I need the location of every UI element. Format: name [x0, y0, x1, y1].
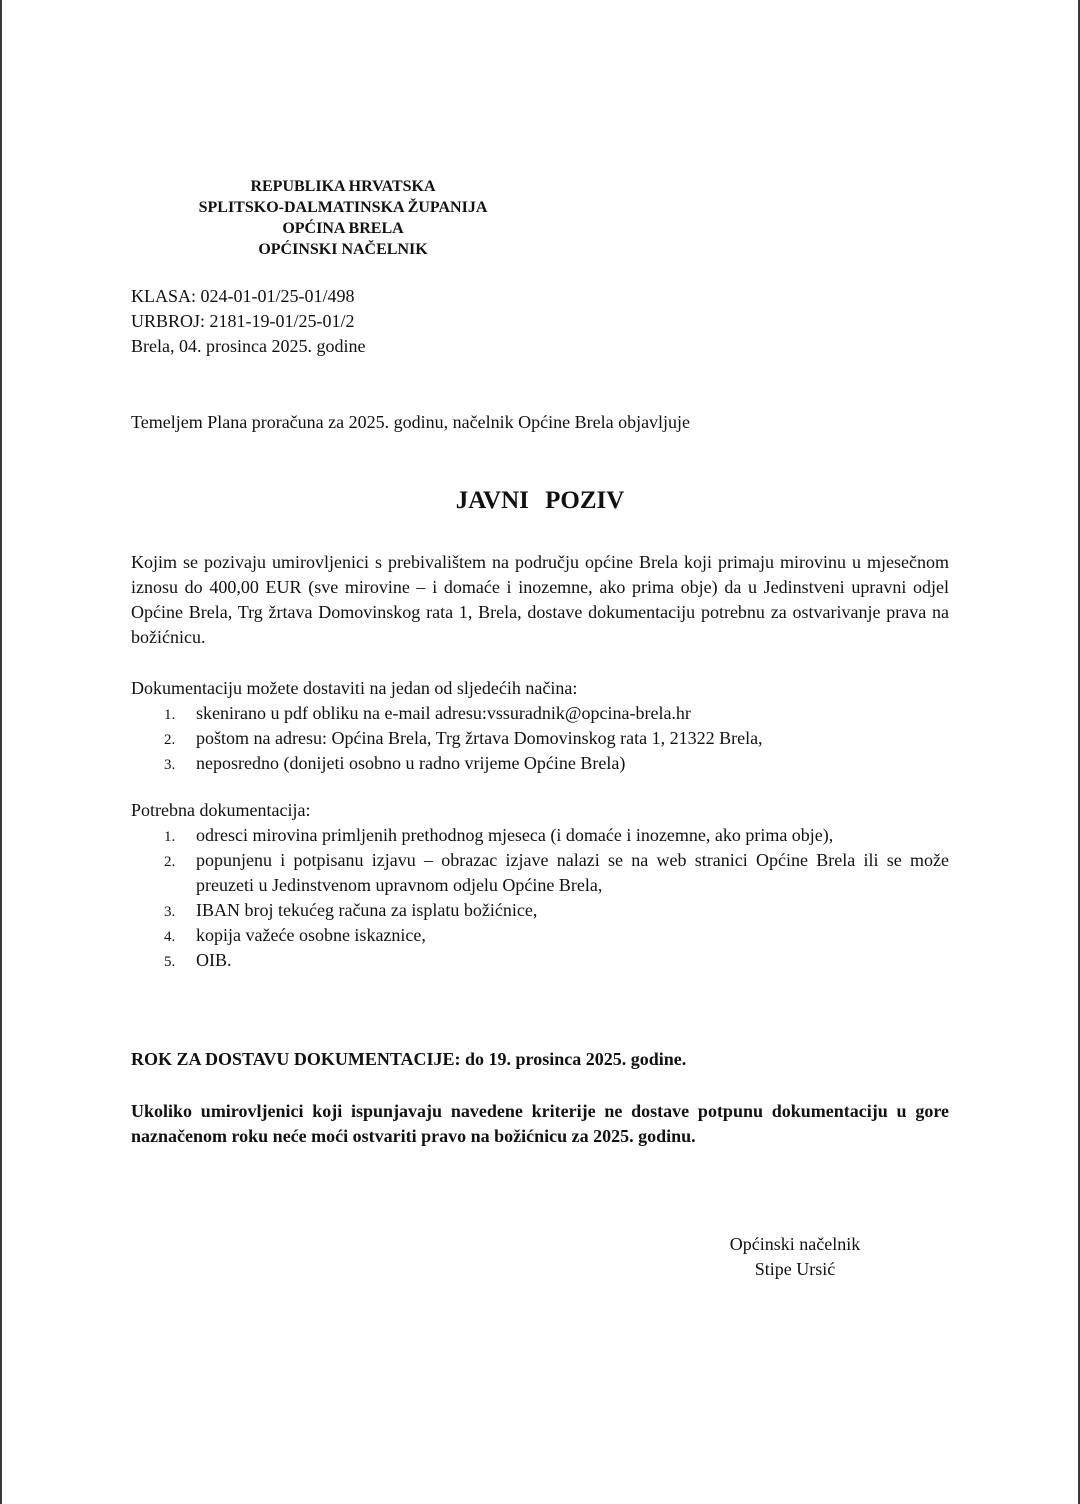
list-item: [131, 726, 949, 751]
list-item: [131, 701, 949, 726]
list-item-text: kopija važeće osobne iskaznice,: [196, 925, 426, 945]
document-title: JAVNI POZIV: [455, 487, 625, 514]
list-number: 3.: [164, 757, 176, 773]
list-item-text: odresci mirovina primljenih prethodnog mjeseca (i domaće i inozemne, ako prima obje),: [196, 825, 834, 845]
list-number: 2.: [164, 732, 176, 748]
documents-intro: Potrebna dokumentacija:: [131, 800, 311, 820]
list-item-text: skenirano u pdf obliku na e-mail adresu:vssuradnik@opcina-brela.hr: [196, 703, 691, 723]
list-item-text: poštom na adresu: Općina Brela, Trg žrtava Domovinskog rata 1, 21322 Brela,: [196, 728, 763, 748]
signature-block: [700, 1232, 890, 1282]
signature-role: Općinski načelnik: [729, 1234, 861, 1254]
header-office: OPĆINSKI NAČELNIK: [258, 241, 428, 258]
list-item: [131, 751, 949, 776]
list-item: [131, 923, 949, 948]
list-item-text: OIB.: [196, 950, 232, 970]
document-header: [174, 176, 512, 260]
signature-name: Stipe Ursić: [754, 1259, 836, 1279]
delivery-methods-list: [131, 701, 949, 776]
list-item: [131, 948, 949, 973]
required-documents-list: [131, 823, 949, 973]
header-country: REPUBLIKA HRVATSKA: [250, 178, 436, 195]
list-number: 1.: [164, 829, 176, 845]
deadline-notice: ROK ZA DOSTAVU DOKUMENTACIJE: do 19. prosinca 2025. godine.: [131, 1049, 687, 1069]
list-item-text: popunjenu i potpisanu izjavu – obrazac izjave nalazi se na web stranici Općine Brela ili se može preuzeti u Jedinstvenom upravnom odjelu Općine Brela,: [196, 850, 949, 895]
header-municipality: OPĆINA BRELA: [282, 220, 404, 237]
list-item-text: neposredno (donijeti osobno u radno vrijeme Općine Brela): [196, 753, 626, 773]
list-item: [131, 823, 949, 848]
invitation-paragraph: Kojim se pozivaju umirovljenici s prebivalištem na području općine Brela koji primaju mirovinu u mjesečnom iznosu do 400,00 EUR (sve mirovine – i domaće i inozemne, ako prima obje) da u Jedinstveni upravni odjel Općine Brela, Trg žrtava Domovinskog rata 1, Brela, dostave dokumentaciju potrebnu za ostvarivanje prava na božićnicu.: [131, 552, 949, 647]
intro-text: Temeljem Plana proračuna za 2025. godinu, načelnik Općine Brela objavljuje: [131, 412, 691, 432]
header-county: SPLITSKO-DALMATINSKA ŽUPANIJA: [198, 199, 488, 216]
list-item: [131, 848, 949, 898]
warning-notice: Ukoliko umirovljenici koji ispunjavaju navedene kriterije ne dostave potpunu dokumentaciju u gore naznačenom roku neće moći ostvariti pravo na božićnicu za 2025. godinu.: [131, 1101, 949, 1146]
delivery-intro: Dokumentaciju možete dostaviti na jedan od sljedećih načina:: [131, 678, 578, 698]
list-number: 1.: [164, 707, 176, 723]
urbroj-line: URBROJ: 2181-19-01/25-01/2: [131, 311, 355, 331]
page-border-left: [0, 0, 2, 1504]
list-item-text: IBAN broj tekućeg računa za isplatu božićnice,: [196, 900, 538, 920]
list-number: 4.: [164, 929, 176, 945]
document-meta: [131, 284, 365, 359]
list-number: 3.: [164, 904, 176, 920]
klasa-line: KLASA: 024-01-01/25-01/498: [131, 286, 355, 306]
list-item: [131, 898, 949, 923]
list-number: 2.: [164, 854, 176, 870]
list-number: 5.: [164, 954, 176, 970]
date-line: Brela, 04. prosinca 2025. godine: [131, 336, 366, 356]
